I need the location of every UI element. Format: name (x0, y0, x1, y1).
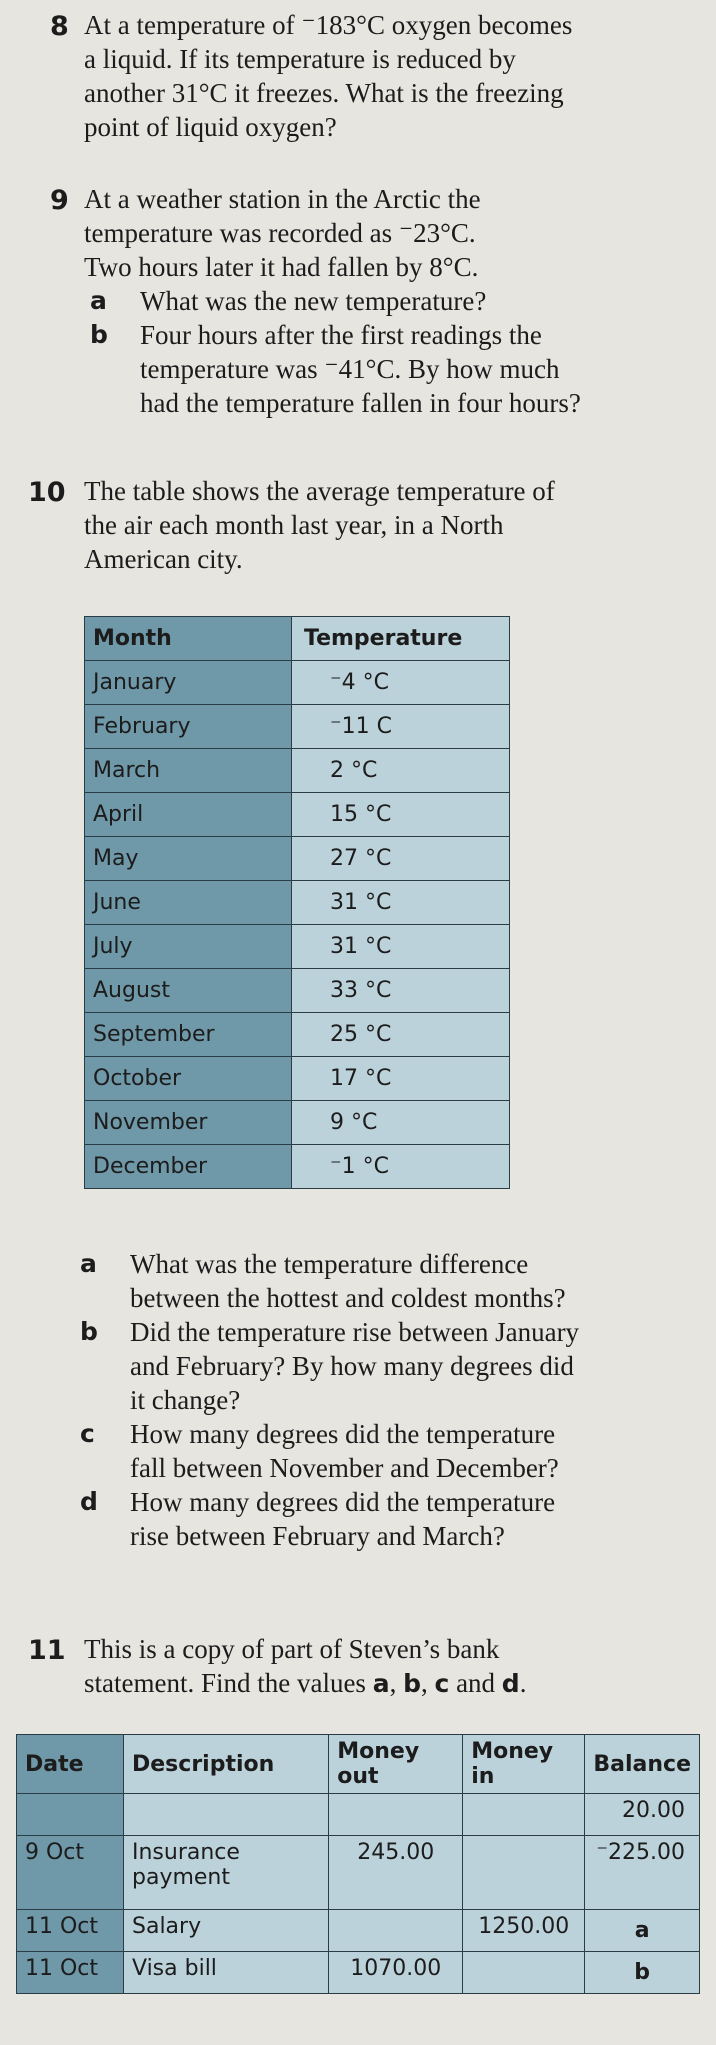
part-text-line: fall between November and December? (130, 1453, 559, 1483)
header-description: Description (124, 1735, 329, 1794)
table-row (85, 661, 510, 705)
question-number: 9 (50, 185, 69, 216)
temperature-cell: ⁻4 °C (292, 661, 510, 705)
month-cell: March (85, 749, 292, 793)
temperature-cell: 25 °C (292, 1013, 510, 1057)
question-10-parts (50, 1247, 690, 1553)
money-out-cell: 245.00 (329, 1836, 463, 1910)
date-cell: 11 Oct (17, 1952, 124, 1994)
month-cell: December (85, 1145, 292, 1189)
table-row (85, 1145, 510, 1189)
question-11 (28, 1632, 690, 1701)
question-10 (28, 474, 690, 576)
question-number: 8 (50, 11, 69, 42)
question-text-line: The table shows the average temperature of (84, 476, 555, 506)
value-label-a: a (372, 1669, 390, 1698)
part-letter: a (90, 286, 107, 315)
date-cell: 9 Oct (17, 1836, 124, 1910)
description-cell: Insurance payment (124, 1836, 329, 1910)
question-text-line: Two hours later it had fallen by 8°C. (84, 252, 479, 282)
month-cell: November (85, 1101, 292, 1145)
part-letter: c (80, 1419, 95, 1448)
part-letter: d (80, 1487, 98, 1516)
money-in-cell (463, 1952, 585, 1994)
header-money-in: Money in (463, 1735, 585, 1794)
question-text-line: point of liquid oxygen? (84, 112, 337, 142)
table-row (85, 969, 510, 1013)
money-out-cell: 1070.00 (329, 1952, 463, 1994)
header-month: Month (85, 617, 292, 661)
separator: and (449, 1668, 502, 1698)
table-row (17, 1836, 700, 1910)
header-date: Date (17, 1735, 124, 1794)
description-cell: Salary (124, 1910, 329, 1952)
question-text-line (84, 1666, 690, 1701)
question-part-a (74, 1247, 690, 1315)
money-out-cell (329, 1910, 463, 1952)
part-letter: b (90, 320, 108, 349)
date-cell: 11 Oct (17, 1910, 124, 1952)
part-text-line: it change? (130, 1385, 241, 1415)
question-part-b (84, 318, 690, 420)
month-cell: May (85, 837, 292, 881)
part-letter: a (80, 1249, 97, 1278)
part-text-line: temperature was ⁻41°C. By how much (140, 354, 560, 384)
value-label-d: d (501, 1669, 520, 1698)
question-text-line: a liquid. If its temperature is reduced by (84, 44, 516, 74)
value-label-c: c (434, 1669, 450, 1698)
question-part-d (74, 1485, 690, 1553)
balance-cell: a (585, 1910, 700, 1952)
question-part-c (74, 1417, 690, 1485)
temperature-cell: 31 °C (292, 925, 510, 969)
temperature-cell: ⁻11 C (292, 705, 510, 749)
date-cell (17, 1794, 124, 1836)
money-in-cell: 1250.00 (463, 1910, 585, 1952)
month-cell: February (85, 705, 292, 749)
table-row (85, 881, 510, 925)
part-text-line: rise between February and March? (130, 1521, 505, 1551)
part-text-line: What was the new temperature? (140, 286, 487, 316)
separator: . (519, 1668, 527, 1698)
temperature-cell: 31 °C (292, 881, 510, 925)
part-text-line: What was the temperature difference (130, 1249, 529, 1279)
money-in-cell (463, 1794, 585, 1836)
question-part-b (74, 1315, 690, 1417)
month-cell: June (85, 881, 292, 925)
question-text-line: American city. (84, 544, 243, 574)
part-text-line: and February? By how many degrees did (130, 1351, 574, 1381)
question-text-line: This is a copy of part of Steven’s bank (84, 1634, 500, 1664)
part-text-line: between the hottest and coldest months? (130, 1283, 566, 1313)
question-text-line: temperature was recorded as ⁻23°C. (84, 218, 476, 248)
month-cell: April (85, 793, 292, 837)
money-out-cell (329, 1794, 463, 1836)
month-cell: August (85, 969, 292, 1013)
table-row (17, 1952, 700, 1994)
temperature-cell: 33 °C (292, 969, 510, 1013)
part-letter: b (80, 1317, 98, 1346)
temperature-table (84, 616, 510, 1189)
table-row (17, 1910, 700, 1952)
table-row (85, 1057, 510, 1101)
header-temperature: Temperature (292, 617, 510, 661)
temperature-cell: 15 °C (292, 793, 510, 837)
temperature-cell: 17 °C (292, 1057, 510, 1101)
part-text-line: had the temperature fallen in four hours? (140, 388, 581, 418)
header-balance: Balance (585, 1735, 700, 1794)
value-label-b: b (403, 1669, 421, 1698)
question-text-line: At a weather station in the Arctic the (84, 184, 481, 214)
description-cell: Visa bill (124, 1952, 329, 1994)
balance-cell: b (585, 1952, 700, 1994)
question-number: 11 (28, 1635, 66, 1666)
table-row (85, 837, 510, 881)
question-part-a (84, 284, 690, 318)
part-text-line: Did the temperature rise between January (130, 1317, 580, 1347)
table-header-row (85, 617, 510, 661)
question-8 (50, 8, 690, 144)
temperature-cell: 2 °C (292, 749, 510, 793)
separator: , (389, 1668, 404, 1698)
table-row (85, 1101, 510, 1145)
table-row (85, 1013, 510, 1057)
table-row (85, 749, 510, 793)
month-cell: July (85, 925, 292, 969)
temperature-cell: ⁻1 °C (292, 1145, 510, 1189)
month-cell: January (85, 661, 292, 705)
temperature-cell: 27 °C (292, 837, 510, 881)
temperature-cell: 9 °C (292, 1101, 510, 1145)
question-text-line: another 31°C it freezes. What is the freezing (84, 78, 564, 108)
balance-cell: ⁻225.00 (585, 1836, 700, 1910)
header-money-out: Money out (329, 1735, 463, 1794)
balance-cell: 20.00 (585, 1794, 700, 1836)
table-row (85, 705, 510, 749)
table-row (85, 793, 510, 837)
description-cell (124, 1794, 329, 1836)
part-text-line: How many degrees did the temperature (130, 1487, 556, 1517)
part-text-line: How many degrees did the temperature (130, 1419, 556, 1449)
money-in-cell (463, 1836, 585, 1910)
bank-statement-table (16, 1734, 700, 1994)
month-cell: September (85, 1013, 292, 1057)
question-text-line: the air each month last year, in a North (84, 510, 504, 540)
question-9 (50, 182, 690, 420)
table-header-row (17, 1735, 700, 1794)
question-text-line: At a temperature of ⁻183°C oxygen becomes (84, 10, 573, 40)
table-row (17, 1794, 700, 1836)
question-text: statement. Find the values (84, 1668, 373, 1698)
month-cell: October (85, 1057, 292, 1101)
part-text-line: Four hours after the first readings the (140, 320, 542, 350)
question-number: 10 (28, 477, 66, 508)
separator: , (420, 1668, 435, 1698)
table-row (85, 925, 510, 969)
